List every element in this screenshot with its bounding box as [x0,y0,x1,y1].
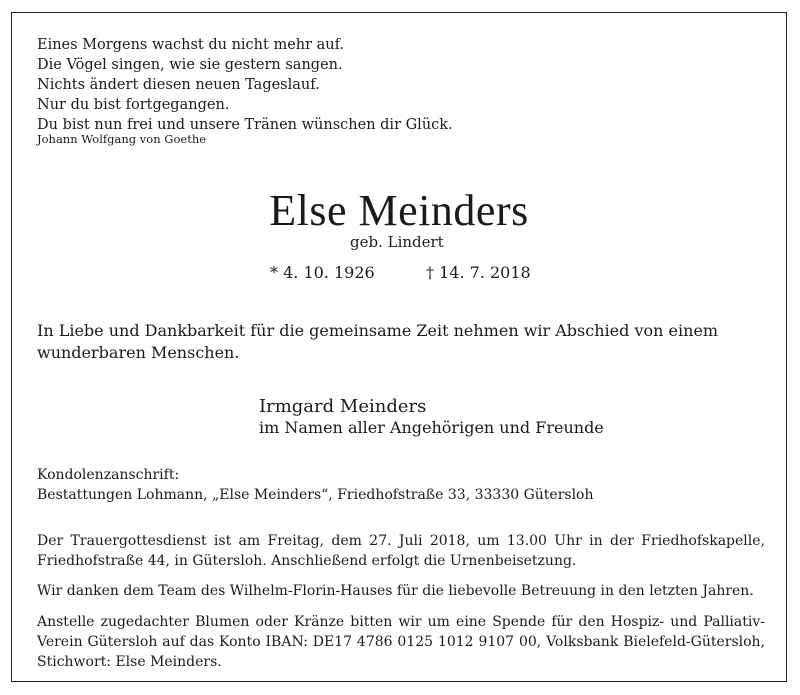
poem-line: Eines Morgens wachst du nicht mehr auf. [37,37,345,53]
thanks-paragraph: Wir danken dem Team des Wilhelm-Florin-Hauses für die liebevolle Betreuung in den letzten Jahren. [37,583,754,599]
birth-name: geb. Lindert [350,233,444,251]
death-date: † 14. 7. 2018 [426,263,531,282]
poem [37,35,453,135]
signer-subtitle: im Namen aller Angehörigen und Freunde [259,418,604,437]
deceased-name: Else Meinders [269,186,529,235]
poem-line: Nichts ändert diesen neuen Tageslauf. [37,77,320,93]
poem-author: Johann Wolfgang von Goethe [37,132,207,146]
condolence-address [37,465,594,505]
donation-paragraph: Anstelle zugedachter Blumen oder Kränze bitten wir um eine Spende für den Hospiz- und Palliativ-Verein Gütersloh auf das Konto IBAN: DE17 4786 0125 1012 9107 00, Volksbank Bielefeld-Gütersloh, Stichwort: Else Meinders. [37,614,765,670]
signer-name: Irmgard Meinders [259,396,427,417]
poem-line: Du bist nun frei und unsere Tränen wünschen dir Glück. [37,117,453,133]
poem-line: Nur du bist fortgegangen. [37,97,230,113]
birth-date: * 4. 10. 1926 [270,263,375,282]
condolence-label: Kondolenzanschrift: [37,467,180,483]
service-paragraph: Der Trauergottesdienst ist am Freitag, dem 27. Juli 2018, um 13.00 Uhr in der Friedhofskapelle, Friedhofstraße 44, in Gütersloh. Anschließend erfolgt die Urnenbeisetzung. [37,533,765,569]
farewell-text: In Liebe und Dankbarkeit für die gemeinsame Zeit nehmen wir Abschied von einem wunderbaren Menschen. [37,321,719,362]
obituary-notice [11,12,787,682]
poem-line: Die Vögel singen, wie sie gestern sangen. [37,57,343,73]
condolence-address-line: Bestattungen Lohmann, „Else Meinders“, Friedhofstraße 33, 33330 Gütersloh [37,487,594,503]
